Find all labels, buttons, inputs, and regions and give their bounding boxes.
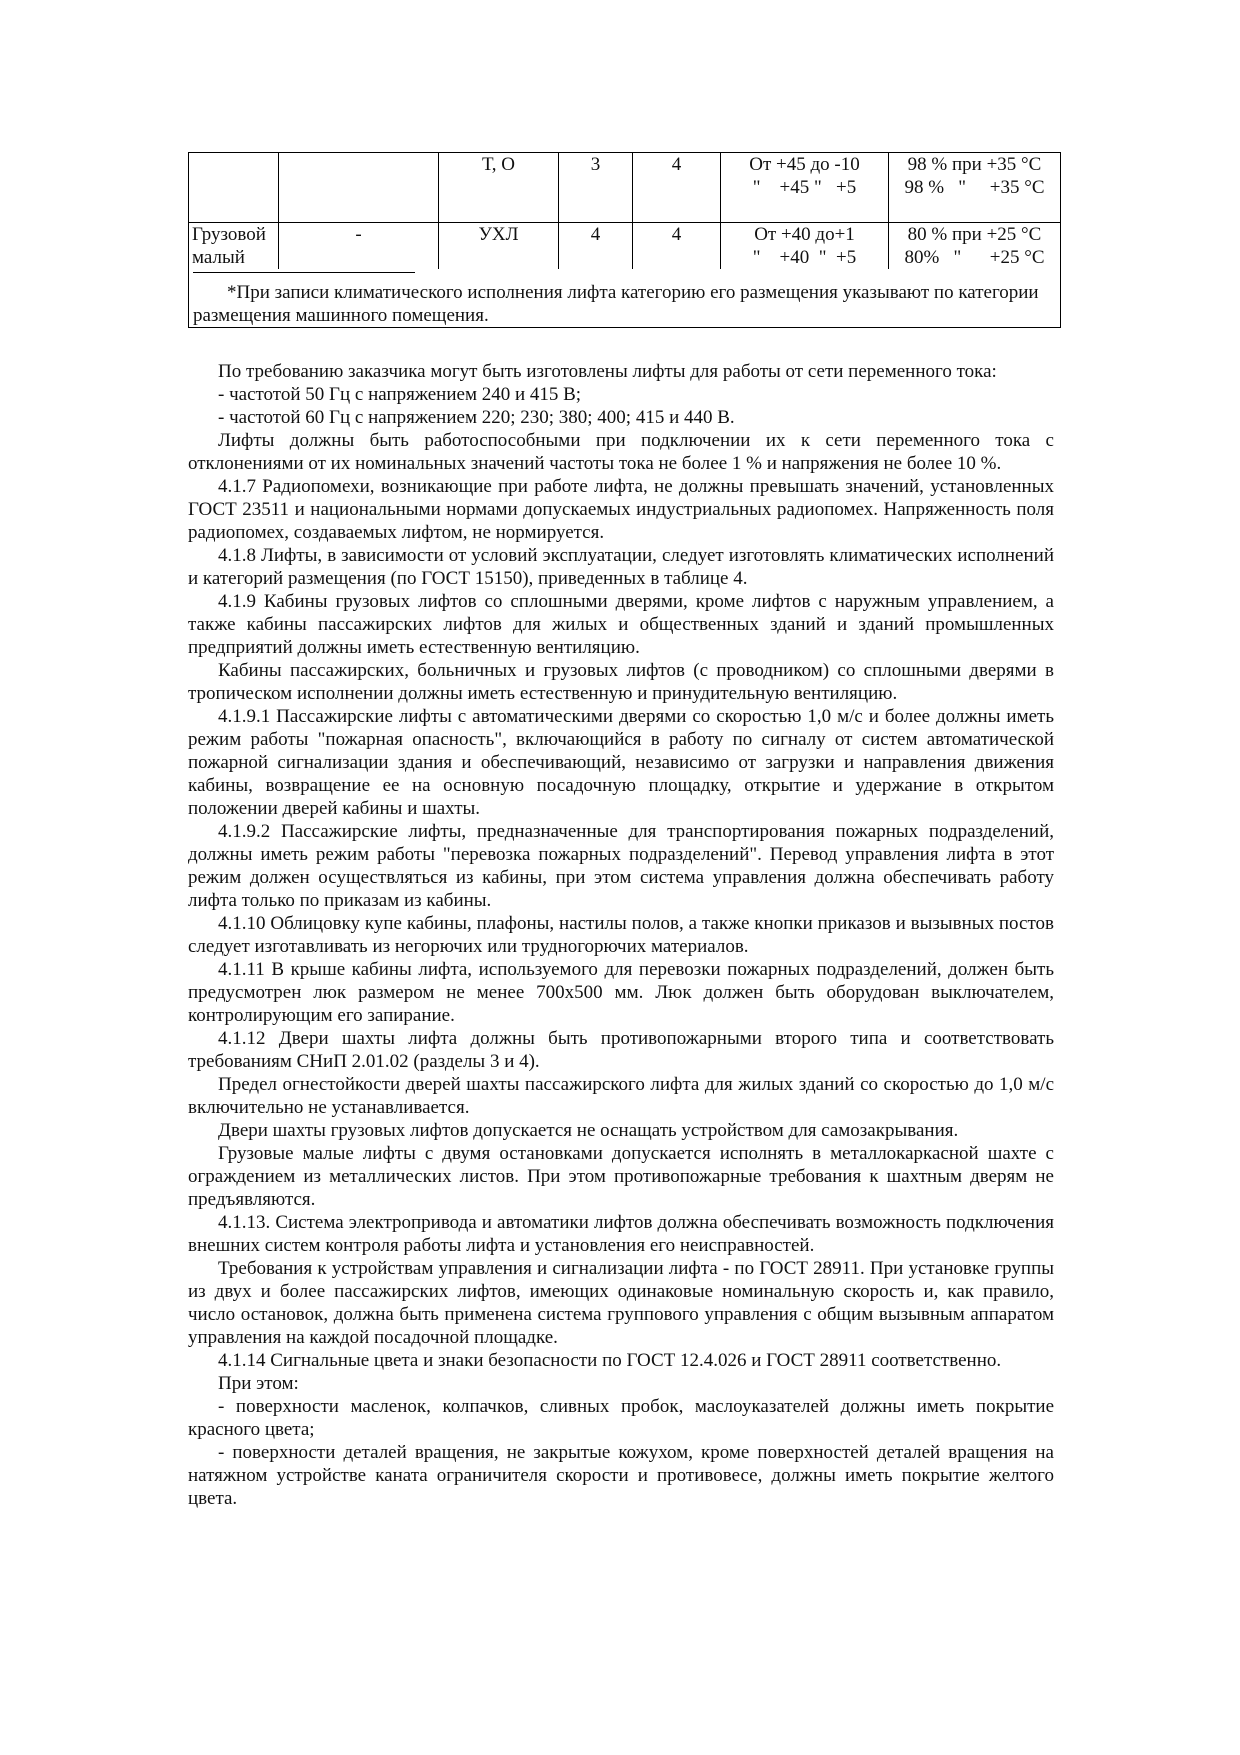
humidity-line: 98 % " +35 °С (904, 177, 1045, 198)
paragraph: 4.1.10 Облицовку купе кабины, плафоны, настилы полов, а также кнопки приказов и вызывных постов следует изготавливать из негорючих или трудногорючих материалов. (188, 913, 1054, 957)
temperature-line: " +40 " +5 (752, 247, 857, 268)
paragraph: 4.1.13. Система электропривода и автоматики лифтов должна обеспечивать возможность подключения внешних систем контроля работы лифта и установления его неисправностей. (188, 1212, 1054, 1256)
paragraph: Грузовые малые лифты с двумя остановками допускается исполнять в металлокаркасной шахте с ограждением из металлических листов. При этом противопожарные требования к шахтным дверям не предъявляются. (188, 1143, 1054, 1210)
humidity-line: 80% " +25 °С (904, 247, 1045, 268)
paragraph: 4.1.8 Лифты, в зависимости от условий эксплуатации, следует изготовлять климатических исполнений и категорий размещения (по ГОСТ 15150), приведенных в таблице 4. (188, 545, 1054, 589)
paragraph: Двери шахты грузовых лифтов допускается не оснащать устройством для самозакрывания. (218, 1120, 959, 1141)
paragraph: 4.1.7 Радиопомехи, возникающие при работе лифта, не должны превышать значений, установленных ГОСТ 23511 и национальными нормами допускаемых индустриальных радиопомех. Напряженность поля радиопомех, создаваемых лифтом, не нормируется. (188, 476, 1054, 543)
table-cell-temperature (721, 153, 889, 223)
table-row (189, 153, 1061, 223)
table-cell: 4 (559, 223, 633, 270)
paragraph: - поверхности масленок, колпачков, сливных пробок, маслоуказателей должны иметь покрытие красного цвета; (188, 1396, 1054, 1440)
table-cell: УХЛ (439, 223, 559, 270)
paragraph: Требования к устройствам управления и сигнализации лифта - по ГОСТ 28911. При установке группы из двух и более пассажирских лифтов, имеющих одинаковые номинальную скорость и, как правило, число остановок, должна быть применена система группового управления с общим вызывным аппаратом управления на каждой посадочной площадке. (188, 1258, 1054, 1348)
document-body (188, 360, 1054, 1510)
paragraph: - частотой 50 Гц с напряжением 240 и 415 В; (218, 384, 582, 405)
table-row (189, 223, 1061, 270)
paragraph: - частотой 60 Гц с напряжением 220; 230; 380; 400; 415 и 440 В. (218, 407, 735, 428)
table-cell-humidity (889, 223, 1061, 270)
paragraph: - поверхности деталей вращения, не закрытые кожухом, кроме поверхностей деталей вращения на натяжном устройстве каната ограничителя скорости и противовесе, должны иметь покрытие желтого цвета. (188, 1442, 1054, 1509)
paragraph: 4.1.9 Кабины грузовых лифтов со сплошными дверями, кроме лифтов с наружным управлением, а также кабины пассажирских лифтов для жилых и общественных зданий и зданий промышленных предприятий должны иметь естественную вентиляцию. (188, 591, 1054, 658)
table-cell: 4 (633, 223, 721, 270)
paragraph: При этом: (218, 1373, 299, 1394)
paragraph: 4.1.11 В крыше кабины лифта, используемого для перевозки пожарных подразделений, должен быть предусмотрен люк размером не менее 700х500 мм. Люк должен быть оборудован выключателем, контролирующим его запирание. (188, 959, 1054, 1026)
temperature-line: " +45 " +5 (752, 177, 857, 198)
table-cell (189, 153, 279, 223)
table-cell: 3 (559, 153, 633, 223)
table-footnote-cell (189, 269, 1061, 328)
paragraph: 4.1.9.2 Пассажирские лифты, предназначенные для транспортирования пожарных подразделений, должны иметь режим работы "перевозка пожарных подразделений". Перевод управления лифта в этот режим должен осуществляться из кабины, при этом система управления должна обеспечивать работу лифта только по приказам из кабины. (188, 821, 1054, 911)
table-footnote: *При записи климатического исполнения лифта категорию его размещения указывают по категории размещения машинного помещения. (193, 282, 1039, 326)
table-cell-temperature (721, 223, 889, 270)
table-cell-humidity (889, 153, 1061, 223)
table-cell: 4 (633, 153, 721, 223)
climate-table (188, 152, 1061, 328)
table-cell: Грузовой малый (189, 223, 279, 270)
footnote-divider (193, 272, 415, 273)
paragraph: Предел огнестойкости дверей шахты пассажирского лифта для жилых зданий со скоростью до 1,0 м/с включительно не устанавливается. (188, 1074, 1054, 1118)
humidity-line: 98 % при +35 °С (907, 154, 1042, 175)
temperature-line: От +40 до+1 (754, 224, 855, 245)
table-footnote-row (189, 269, 1061, 328)
table-cell: - (279, 223, 439, 270)
humidity-line: 80 % при +25 °С (907, 224, 1042, 245)
table-cell: Т, О (439, 153, 559, 223)
paragraph: 4.1.9.1 Пассажирские лифты с автоматическими дверями со скоростью 1,0 м/с и более должны иметь режим работы "пожарная опасность", включающийся в работу по сигналу от систем автоматической пожарной сигнализации здания и обеспечивающий, независимо от загрузки и направления движения кабины, возвращение ее на основную посадочную площадку, открытие и удержание в открытом положении дверей кабины и шахты. (188, 706, 1054, 819)
paragraph: 4.1.12 Двери шахты лифта должны быть противопожарными второго типа и соответствовать требованиям СНиП 2.01.02 (разделы 3 и 4). (188, 1028, 1054, 1072)
paragraph: По требованию заказчика могут быть изготовлены лифты для работы от сети переменного тока: (218, 361, 997, 382)
paragraph: Лифты должны быть работоспособными при подключении их к сети переменного тока с отклонениями от их номинальных значений частоты тока не более 1 % и напряжения не более 10 %. (188, 430, 1054, 474)
temperature-line: От +45 до -10 (749, 154, 860, 175)
paragraph: 4.1.14 Сигнальные цвета и знаки безопасности по ГОСТ 12.4.026 и ГОСТ 28911 соответственно. (218, 1350, 1002, 1371)
table-cell (279, 153, 439, 223)
paragraph: Кабины пассажирских, больничных и грузовых лифтов (с проводником) со сплошными дверями в тропическом исполнении должны иметь естественную и принудительную вентиляцию. (188, 660, 1054, 704)
